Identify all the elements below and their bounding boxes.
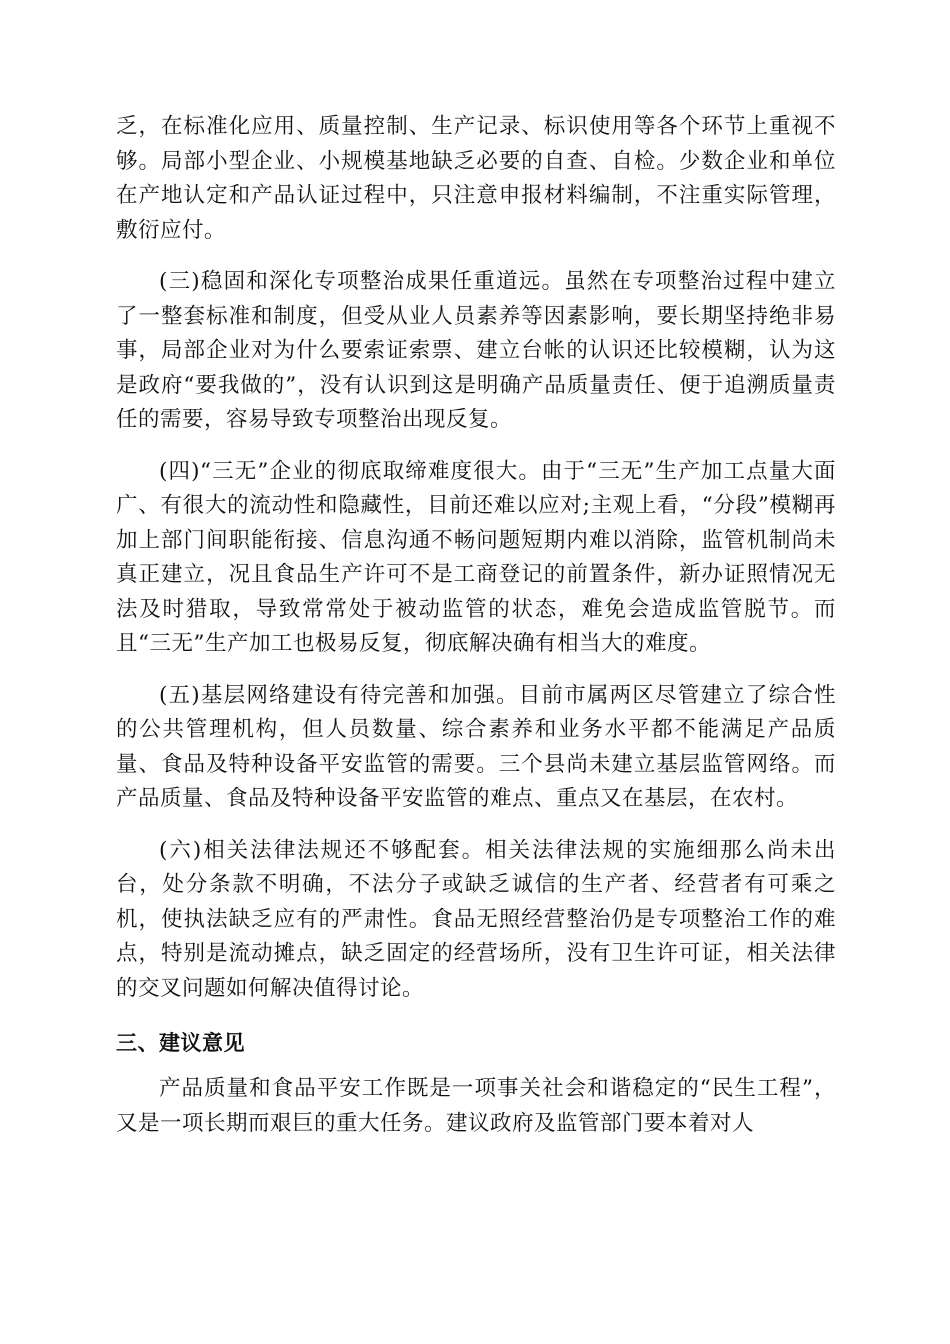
paragraph-section-4: (四)“三无”企业的彻底取缔难度很大。由于“三无”生产加工点量大面广、有很大的流动性和隐藏性，目前还难以应对;主观上看，“分段”模糊再加上部门间职能衔接、信息沟通不畅问题短期内难以消除，监管机制尚未真正建立，况且食品生产许可不是工商登记的前置条件，新办证照情况无法及时猎取，导致常常处于被动监管的状态，难免会造成监管脱节。而且“三无”生产加工也极易反复，彻底解决确有相当大的难度。 bbox=[116, 458, 836, 656]
paragraph-closing: 产品质量和食品平安工作既是一项事关社会和谐稳定的“民生工程”，又是一项长期而艰巨的重大任务。建议政府及监管部门要本着对人 bbox=[116, 1076, 836, 1136]
paragraph-section-6: (六)相关法律法规还不够配套。相关法律法规的实施细那么尚未出台，处分条款不明确，不法分子或缺乏诚信的生产者、经营者有可乘之机，使执法缺乏应有的严肃性。食品无照经营整治仍是专项整治工作的难点，特别是流动摊点，缺乏固定的经营场所，没有卫生许可证，相关法律的交叉问题如何解决值得讨论。 bbox=[116, 837, 836, 1001]
paragraph-continuation: 乏，在标准化应用、质量控制、生产记录、标识使用等各个环节上重视不够。局部小型企业、小规模基地缺乏必要的自查、自检。少数企业和单位在产地认定和产品认证过程中，只注意申报材料编制，不注重实际管理，敷衍应付。 bbox=[116, 114, 836, 243]
section-heading: 三、建议意见 bbox=[116, 1031, 245, 1055]
document-page bbox=[116, 110, 836, 1141]
paragraph-section-5: (五)基层网络建设有待完善和加强。目前市属两区尽管建立了综合性的公共管理机构，但人员数量、综合素养和业务水平都不能满足产品质量、食品及特种设备平安监管的需要。三个县尚未建立基层监管网络。而产品质量、食品及特种设备平安监管的难点、重点又在基层，在农村。 bbox=[116, 682, 836, 811]
paragraph-section-3: (三)稳固和深化专项整治成果任重道远。虽然在专项整治过程中建立了一整套标准和制度，但受从业人员素养等因素影响，要长期坚持绝非易事，局部企业对为什么要索证索票、建立台帐的认识还比较模糊，认为这是政府“要我做的”，没有认识到这是明确产品质量责任、便于追溯质量责任的需要，容易导致专项整治出现反复。 bbox=[116, 269, 836, 432]
